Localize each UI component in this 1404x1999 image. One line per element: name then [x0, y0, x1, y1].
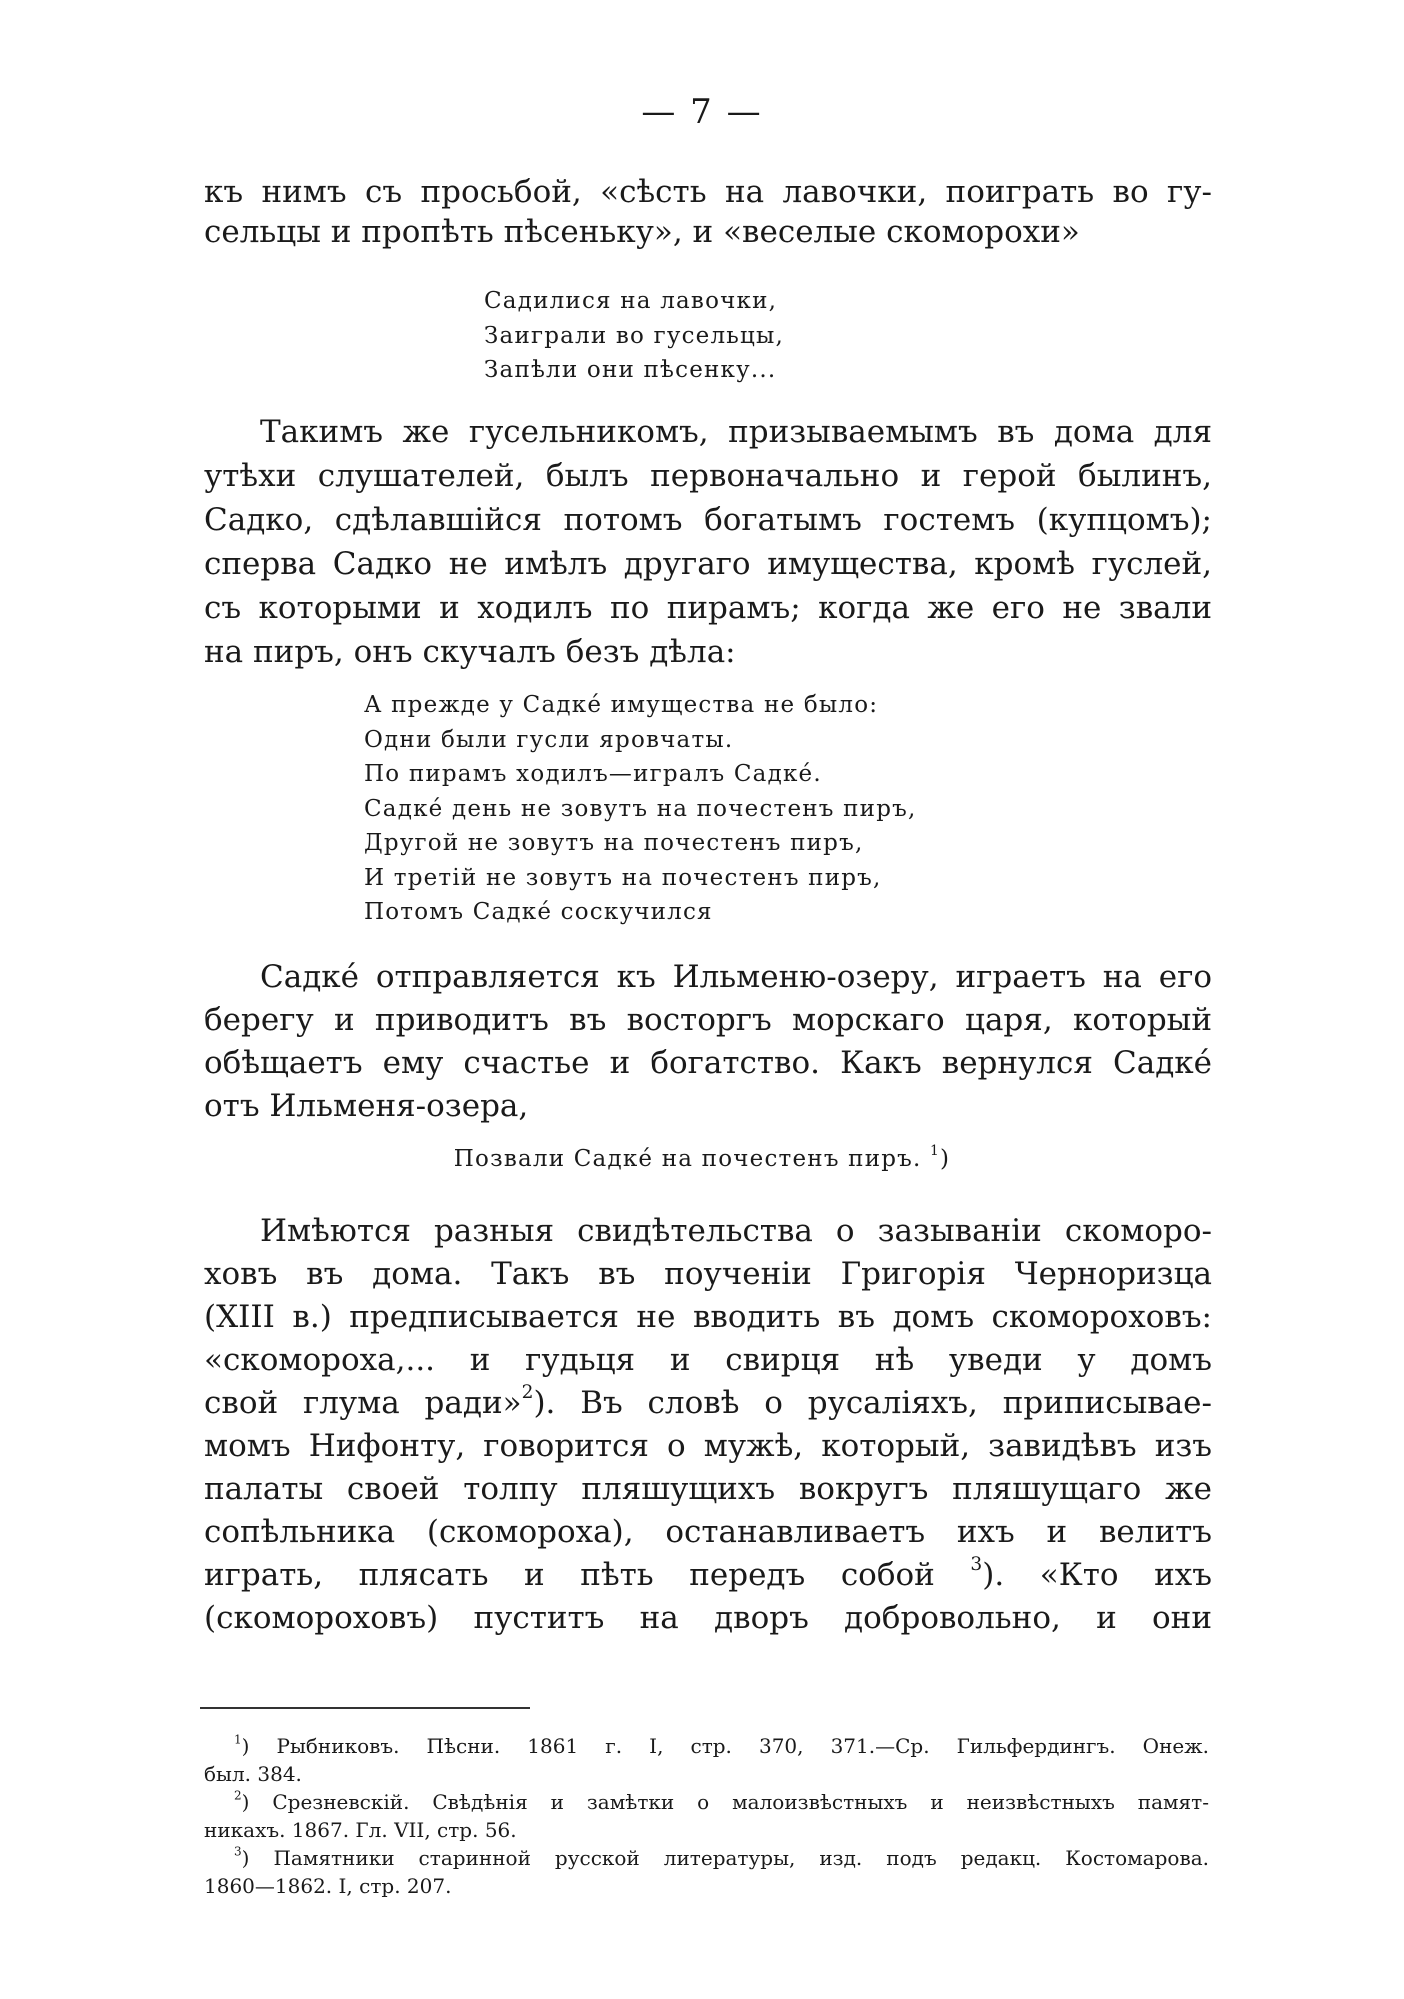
paragraph-line: на пиръ, онъ скучалъ безъ дѣла:	[204, 634, 736, 670]
footnote-ref: 3	[970, 1554, 983, 1576]
paragraph-line: ховъ въ дома. Такъ въ поученіи Григорія Черноризца	[204, 1256, 1212, 1292]
verse-line: Заиграли во гусельцы,	[484, 322, 785, 349]
verse-line: А прежде у Садке́ имущества не было:	[364, 692, 879, 718]
paragraph-3	[204, 956, 1212, 1128]
footnote-line	[204, 1788, 1209, 1816]
footnote-divider	[200, 1707, 530, 1709]
footnote-marker: 1	[234, 1732, 242, 1747]
paragraph-text: играть, плясать и пѣть передъ собой	[204, 1557, 935, 1593]
footnote-ref: 1	[930, 1142, 940, 1159]
paragraph-line: утѣхи слушателей, былъ первоначально и герой былинъ,	[204, 458, 1212, 494]
footnote-ref-close: )	[940, 1146, 951, 1172]
paragraph-line: палаты своей толпу пляшущихъ вокругъ пляшущаго же	[204, 1471, 1212, 1507]
paragraph-line	[204, 1554, 1212, 1597]
footnote-1	[204, 1732, 1209, 1788]
paragraph-4	[204, 1210, 1212, 1640]
paragraph-line: съ которыми и ходилъ по пирамъ; когда же его не звали	[204, 590, 1212, 626]
verse-line: И третій не зовутъ на почестенъ пиръ,	[364, 864, 882, 891]
footnote-line: никахъ. 1867. Гл. VII, стр. 56.	[204, 1818, 517, 1842]
verse-1	[484, 284, 784, 388]
paragraph-line: (XIII в.) предписывается не вводить въ домъ скомороховъ:	[204, 1299, 1212, 1335]
footnote-3	[204, 1844, 1209, 1900]
paragraph-text: свой глума ради»	[204, 1385, 522, 1421]
paragraph-line	[204, 1382, 1212, 1425]
footnote-line	[204, 1732, 1209, 1760]
footnote-text: ) Срезневскій. Свѣдѣнія и замѣтки о малоизвѣстныхъ и неизвѣстныхъ памят-	[241, 1790, 1209, 1814]
footnote-marker: 3	[234, 1844, 242, 1859]
paragraph-line: «скомороха,... и гудьця и свирця нѣ уведи у домъ	[204, 1342, 1212, 1378]
paragraph-line: Такимъ же гусельникомъ, призываемымъ въ дома для	[260, 414, 1212, 450]
verse-line: Садке́ день не зовутъ на почестенъ пиръ,	[364, 795, 917, 822]
paragraph-2	[204, 410, 1212, 674]
verse-line: По пирамъ ходилъ—игралъ Садке́.	[364, 761, 822, 787]
paragraph-line: Садке́ отправляется къ Ильменю-озеру, играетъ на его	[260, 959, 1212, 995]
page-number: — 7 —	[641, 92, 763, 132]
footnote-ref: 2	[521, 1382, 534, 1404]
verse-line: Потомъ Садке́ соскучился	[364, 899, 713, 925]
verse-line: Позвали Садке́ на почестенъ пиръ.	[453, 1146, 922, 1172]
paragraph-text: ). Въ словѣ о русаліяхъ, приписывае-	[533, 1385, 1212, 1421]
verse-line: Запѣли они пѣсенку...	[484, 357, 777, 383]
footnote-text: ) Памятники старинной русской литературы, изд. подъ редакц. Костомарова.	[241, 1846, 1209, 1870]
footnote-text: ) Рыбниковъ. Пѣсни. 1861 г. I, стр. 370, 371.—Ср. Гильфердингъ. Онеж.	[241, 1734, 1209, 1758]
footnote-line: 1860—1862. I, стр. 207.	[204, 1874, 452, 1898]
verse-line: Садилися на лавочки,	[484, 288, 778, 314]
footnote-line: был. 384.	[204, 1762, 302, 1786]
paragraph-line: обѣщаетъ ему счастье и богатство. Какъ вернулся Садке́	[204, 1045, 1212, 1081]
footnote-2	[204, 1788, 1209, 1844]
paragraph-line: сельцы и пропѣть пѣсеньку», и «веселые скоморохи»	[204, 214, 1080, 250]
paragraph-line: Имѣются разныя свидѣтельства о зазываніи скоморо-	[260, 1213, 1212, 1249]
verse-line: Одни были гусли яровчаты.	[364, 726, 734, 753]
paragraph-line: Садко, сдѣлавшійся потомъ богатымъ гостемъ (купцомъ);	[204, 502, 1212, 538]
paragraph-line: сопѣльника (скомороха), останавливаетъ ихъ и велитъ	[204, 1514, 1212, 1550]
footnotes	[204, 1732, 1209, 1900]
paragraph-line: момъ Нифонту, говорится о мужѣ, который, завидѣвъ изъ	[204, 1428, 1212, 1464]
paragraph-line: сперва Садко не имѣлъ другаго имущества, кромѣ гуслей,	[204, 546, 1212, 582]
paragraph-1	[204, 172, 1212, 252]
paragraph-text: ). «Кто ихъ	[982, 1557, 1213, 1593]
footnote-marker: 2	[234, 1788, 242, 1803]
paragraph-line: къ нимъ съ просьбой, «сѣсть на лавочки, поиграть во гу-	[204, 174, 1212, 210]
verse-line: Другой не зовутъ на почестенъ пиръ,	[364, 830, 864, 856]
paragraph-line: берегу и приводитъ въ восторгъ морскаго царя, который	[204, 1002, 1212, 1038]
verse-2	[364, 688, 916, 930]
verse-3	[0, 1142, 1404, 1172]
paragraph-line: отъ Ильменя-озера,	[204, 1088, 529, 1124]
paragraph-line: (скомороховъ) пуститъ на дворъ добровольно, и они	[204, 1600, 1212, 1636]
footnote-line	[204, 1844, 1209, 1872]
